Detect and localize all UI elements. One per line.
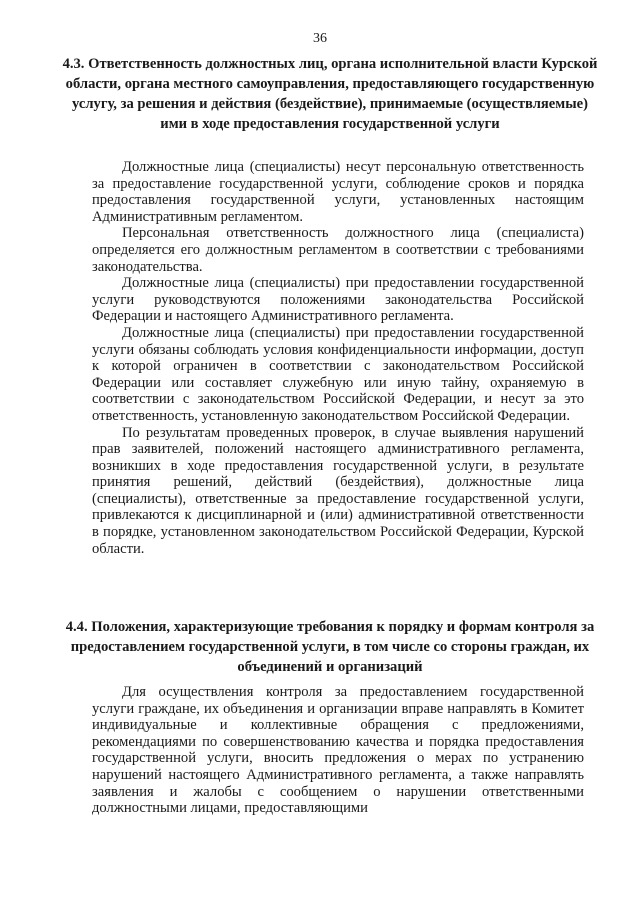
section-4-3-body — [92, 159, 584, 557]
section-4-4-heading: 4.4. Положения, характеризующие требования к порядку и формам контроля за предоставлением государственной услуги, в том числе со стороны граждан, их объединений и организаций — [65, 619, 595, 675]
section-4-4-body — [92, 684, 584, 817]
page-number: 36 — [313, 31, 327, 46]
paragraph: Должностные лица (специалисты) при предоставлении государственной услуги обязаны соблюдать условия конфиденциальности информации, доступ к которой ограничен в соответствии с законодательством Российской Федерации или составляет служебную или иную тайну, охраняемую в соответствии с законодательством Российской Федерации, и несут за это ответственность, установленную законодательством Российской Федерации. — [92, 324, 584, 424]
section-4-3-heading: 4.3. Ответственность должностных лиц, органа исполнительной власти Курской области, органа местного самоуправления, предоставляющего государственную услугу, за решения и действия (бездействие), принимаемые (осуществляемые) ими в ходе предоставления государственной услуги — [62, 56, 598, 132]
paragraph: Персональная ответственность должностного лица (специалиста) определяется его должностным регламентом в соответствии с требованиями законодательства. — [92, 225, 584, 275]
paragraph: По результатам проведенных проверок, в случае выявления нарушений прав заявителей, положений настоящего административного регламента, возникших в ходе предоставления государственной услуги, в результате принятия решений, действий (бездействия), должностные лица (специалисты), ответственные за предоставление государственной услуги, привлекаются к дисциплинарной и (или) административной ответственности в порядке, установленном законодательством Российской Федерации, Курской области. — [92, 424, 584, 557]
paragraph: Должностные лица (специалисты) при предоставлении государственной услуги руководствуются положениями законодательства Российской Федерации и настоящего Административного регламента. — [92, 275, 584, 325]
paragraph: Для осуществления контроля за предоставлением государственной услуги граждане, их объединения и организации вправе направлять в Комитет индивидуальные и коллективные обращения с предложениями, рекомендациями по совершенствованию качества и порядка предоставления государственной услуги, вносить предложения о мерах по устранению нарушений настоящего Административного регламента, а также направлять заявления и жалобы с сообщением о нарушении ответственными должностными лицами, предоставляющими — [92, 684, 584, 817]
paragraph: Должностные лица (специалисты) несут персональную ответственность за предоставление государственной услуги, соблюдение сроков и порядка предоставления государственной услуги, установленных настоящим Административным регламентом. — [92, 159, 584, 225]
